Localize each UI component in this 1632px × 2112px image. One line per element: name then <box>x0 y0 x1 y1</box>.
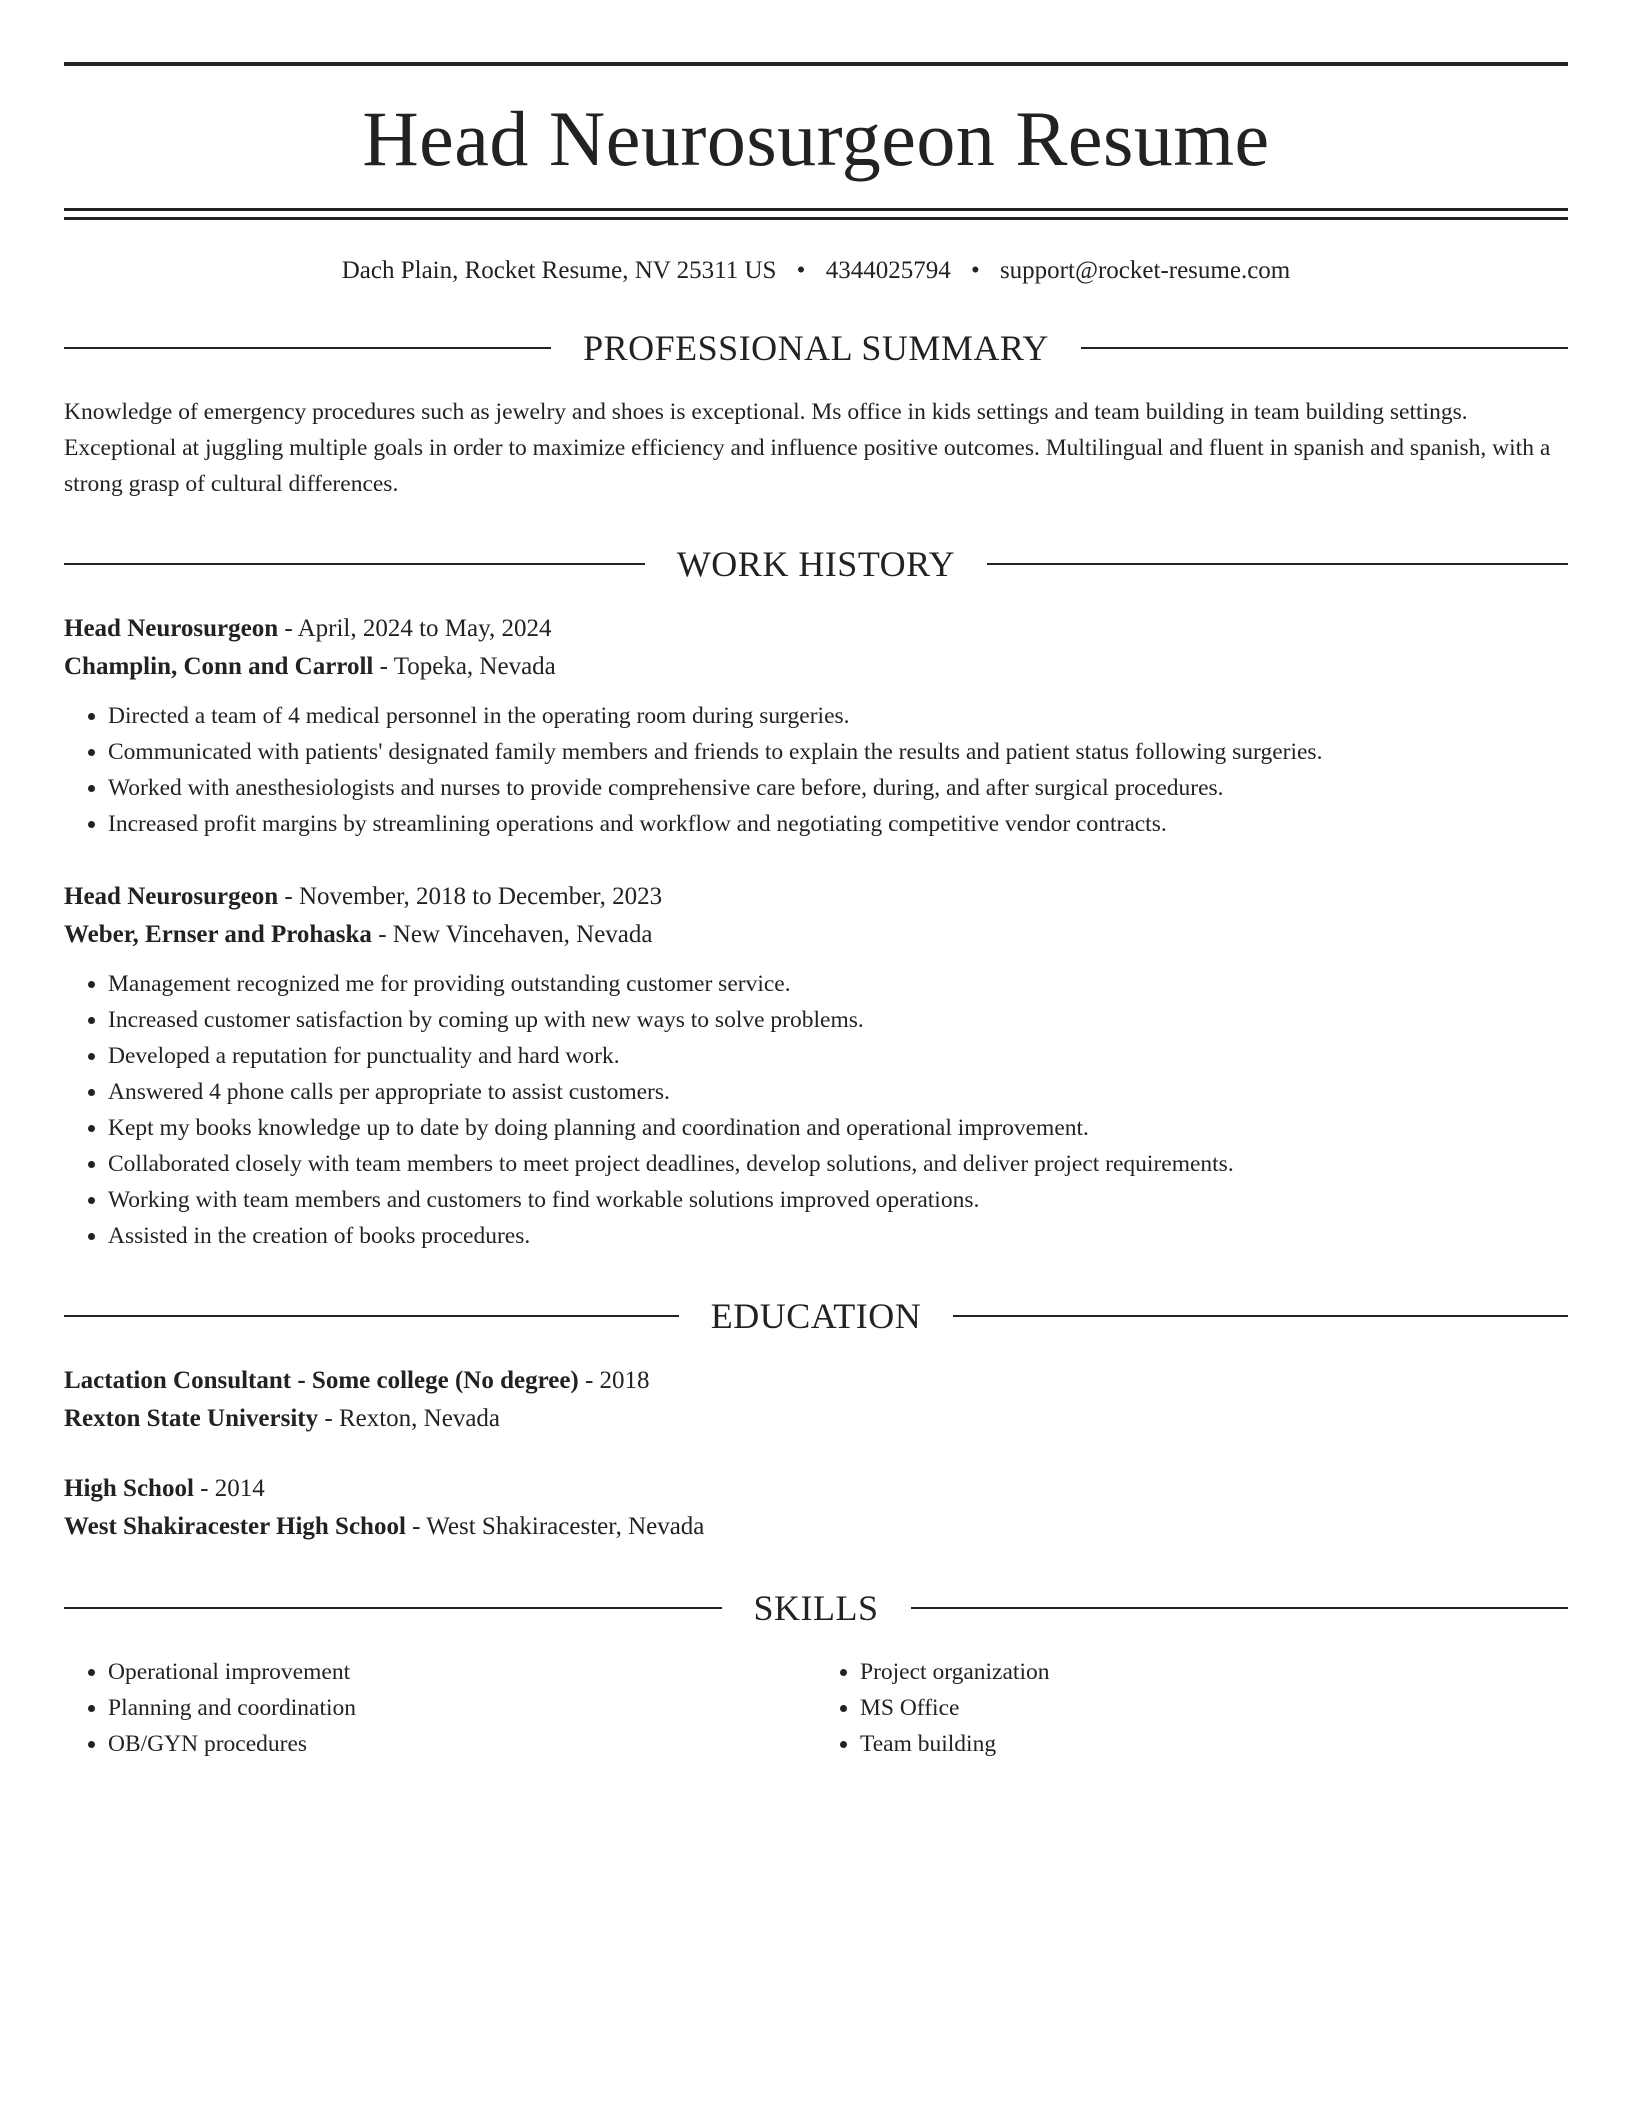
education-school: Rexton State University <box>64 1405 319 1432</box>
education-degree: High School <box>64 1475 194 1502</box>
job-dates: - April, 2024 to May, 2024 <box>278 615 552 642</box>
job-bullet: • Answered 4 phone calls per appropriate to assist customers. <box>108 1074 1568 1110</box>
job-entry <box>64 878 1568 1254</box>
job-bullet: • Worked with anesthesiologists and nurses to provide comprehensive care before, during, and after surgical procedures. <box>108 770 1568 806</box>
job-entry <box>64 610 1568 842</box>
education-school-line <box>64 1508 1568 1546</box>
section-header-work <box>64 546 1568 582</box>
job-bullets <box>64 698 1568 842</box>
job-bullet: • Collaborated closely with team members to meet project deadlines, develop solutions, and deliver project requirements. <box>108 1146 1568 1182</box>
education-year: - 2018 <box>578 1367 650 1394</box>
section-title-education: EDUCATION <box>710 1296 922 1336</box>
education-degree: Lactation Consultant - Some college (No degree) <box>64 1367 579 1394</box>
job-bullet: • Communicated with patients' designated family members and friends to explain the results and patient status following surgeries. <box>108 734 1568 770</box>
education-school-line <box>64 1400 1568 1438</box>
section-rule-left <box>64 1607 722 1609</box>
section-rule-right <box>1081 347 1568 349</box>
section-header-summary <box>64 330 1568 366</box>
job-company-line <box>64 648 1568 686</box>
skills-column-left <box>64 1654 816 1762</box>
education-location: - Rexton, Nevada <box>318 1405 501 1432</box>
bullet-separator: • <box>796 257 806 284</box>
skill-item: • OB/GYN procedures <box>108 1726 816 1762</box>
education-degree-line <box>64 1470 1568 1508</box>
job-bullet: • Kept my books knowledge up to date by doing planning and coordination and operational improvement. <box>108 1110 1568 1146</box>
job-bullet: • Directed a team of 4 medical personnel in the operating room during surgeries. <box>108 698 1568 734</box>
section-rule-right <box>987 563 1568 565</box>
job-dates: - November, 2018 to December, 2023 <box>278 883 663 910</box>
section-title-skills: SKILLS <box>753 1588 879 1628</box>
contact-line <box>64 256 1568 286</box>
job-title: Head Neurosurgeon <box>64 615 279 642</box>
summary-text: Knowledge of emergency procedures such as jewelry and shoes is exceptional. Ms office in kids settings and team building in team building settings. Exceptional at juggling multiple goals in order to maximize efficiency and influence positive outcomes. Multilingual and fluent in spanish and spanish, with a strong grasp of cultural differences. <box>64 399 1551 497</box>
section-rule-left <box>64 1315 679 1317</box>
job-bullet: • Increased customer satisfaction by coming up with new ways to solve problems. <box>108 1002 1568 1038</box>
education-school: West Shakiracester High School <box>64 1513 406 1540</box>
job-location: - New Vincehaven, Nevada <box>371 921 653 948</box>
contact-phone: 4344025794 <box>825 257 951 284</box>
resume-title: Head Neurosurgeon Resume <box>362 95 1270 182</box>
section-rule-right <box>911 1607 1569 1609</box>
education-degree-line <box>64 1362 1568 1400</box>
skill-item: • Planning and coordination <box>108 1690 816 1726</box>
skill-item: • MS Office <box>860 1690 1568 1726</box>
skill-item: • Operational improvement <box>108 1654 816 1690</box>
education-entry <box>64 1362 1568 1438</box>
job-bullet: • Working with team members and customers to find workable solutions improved operations. <box>108 1182 1568 1218</box>
job-bullets <box>64 966 1568 1254</box>
job-location: - Topeka, Nevada <box>373 653 556 680</box>
section-title-work: WORK HISTORY <box>676 544 956 584</box>
section-header-skills <box>64 1590 1568 1626</box>
section-rule-right <box>953 1315 1568 1317</box>
education-location: - West Shakiracester, Nevada <box>405 1513 705 1540</box>
section-title-summary: PROFESSIONAL SUMMARY <box>583 328 1049 368</box>
job-company-line <box>64 916 1568 954</box>
job-bullet: • Management recognized me for providing outstanding customer service. <box>108 966 1568 1002</box>
section-header-education <box>64 1298 1568 1334</box>
bullet-separator: • <box>970 257 980 284</box>
contact-address: Dach Plain, Rocket Resume, NV 25311 US <box>341 257 777 284</box>
contact-email: support@rocket-resume.com <box>999 257 1291 284</box>
skills-list <box>64 1654 1568 1762</box>
section-rule-left <box>64 563 645 565</box>
job-bullet: • Assisted in the creation of books procedures. <box>108 1218 1568 1254</box>
job-title: Head Neurosurgeon <box>64 883 279 910</box>
job-title-line <box>64 610 1568 648</box>
job-bullet: • Increased profit margins by streamlining operations and workflow and negotiating competitive vendor contracts. <box>108 806 1568 842</box>
job-bullet: • Developed a reputation for punctuality and hard work. <box>108 1038 1568 1074</box>
education-entry <box>64 1470 1568 1546</box>
top-rule <box>64 62 1568 66</box>
job-company: Champlin, Conn and Carroll <box>64 653 374 680</box>
title-double-rule <box>64 208 1568 220</box>
skill-item: • Project organization <box>860 1654 1568 1690</box>
job-company: Weber, Ernser and Prohaska <box>64 921 372 948</box>
education-year: - 2014 <box>193 1475 265 1502</box>
skill-item: • Team building <box>860 1726 1568 1762</box>
section-rule-left <box>64 347 551 349</box>
job-title-line <box>64 878 1568 916</box>
skills-column-right <box>816 1654 1568 1762</box>
